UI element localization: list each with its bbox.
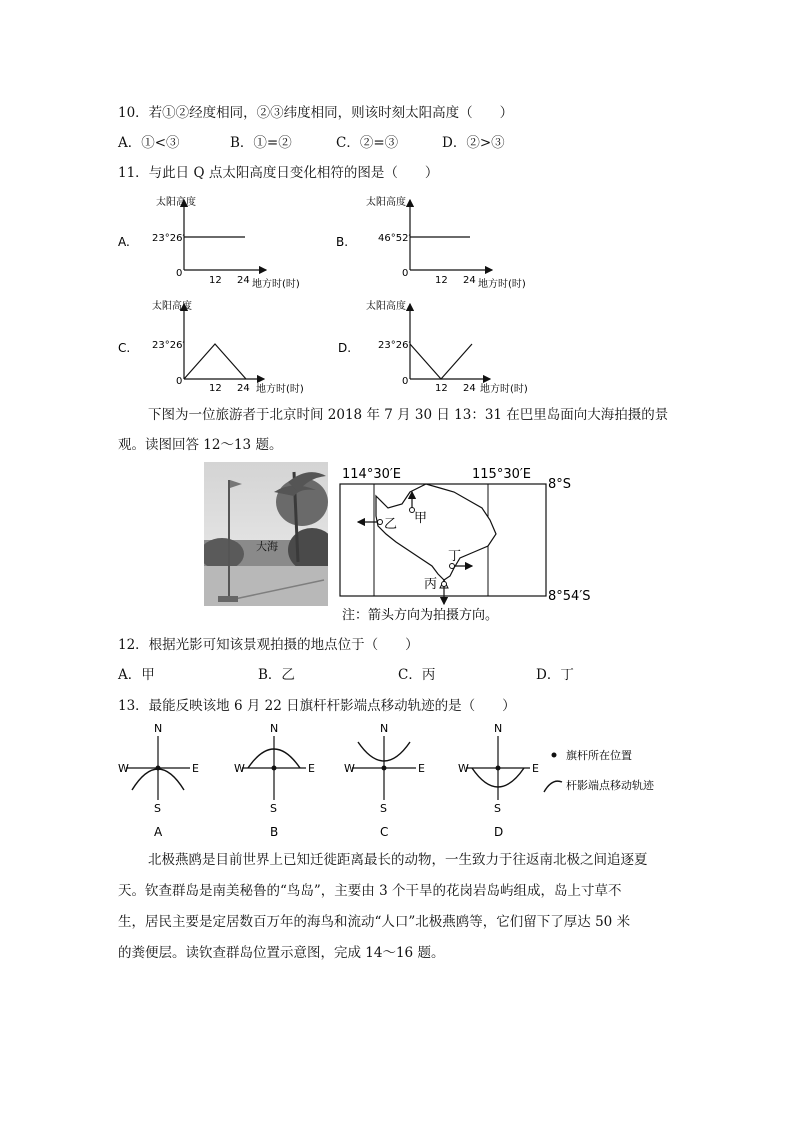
q11-d-zero: 0 bbox=[402, 376, 409, 387]
q12-option-a: A．甲 bbox=[118, 667, 155, 683]
q11-c-ylabel: 太阳高度 bbox=[152, 301, 192, 312]
q13-b-s: S bbox=[270, 802, 277, 815]
point-ding: 丁 bbox=[448, 549, 462, 564]
q11-c-xlabel: 地方时(时) bbox=[256, 384, 304, 395]
q10-option-b: B．①=② bbox=[230, 135, 292, 151]
q11-graph-b bbox=[336, 195, 526, 290]
q11-letter-d: D. bbox=[338, 341, 352, 355]
q13-letter-d: D bbox=[494, 825, 504, 839]
q11-b-value: 46°52′ bbox=[378, 233, 411, 244]
q11-b-ylabel: 太阳高度 bbox=[366, 197, 406, 208]
q12-option-c: C．丙 bbox=[398, 667, 436, 683]
q11-b-zero: 0 bbox=[402, 268, 409, 279]
q11-d-curve bbox=[410, 344, 472, 379]
q13-c-s: S bbox=[380, 802, 387, 815]
q10-option-d: D．②>③ bbox=[442, 135, 505, 151]
q10-option-c: C．②=③ bbox=[336, 135, 399, 151]
q11-d-tick24: 24 bbox=[463, 383, 476, 394]
q11-a-tick12: 12 bbox=[209, 275, 222, 286]
map-note: 注：箭头方向为拍摄方向。 bbox=[342, 608, 499, 623]
lon-label-1: 114°30′E bbox=[342, 467, 402, 482]
q13-diagram-b bbox=[234, 722, 315, 839]
q13-letter-a: A bbox=[154, 825, 163, 839]
point-jia: 甲 bbox=[414, 511, 428, 526]
lat-label-2: 8°54′S bbox=[548, 589, 591, 604]
q12-option-b: B．乙 bbox=[258, 667, 295, 683]
q12-option-d: D．丁 bbox=[536, 667, 574, 683]
q11-a-tick24: 24 bbox=[237, 275, 250, 286]
q13-a-n: N bbox=[154, 722, 163, 735]
q13-b-w: W bbox=[234, 762, 245, 775]
q13-d-e: E bbox=[532, 762, 539, 775]
legend-pole-label: 旗杆所在位置 bbox=[566, 749, 632, 762]
q11-d-tick12: 12 bbox=[435, 383, 448, 394]
q13-stem: 13．最能反映该地 6 月 22 日旗杆杆影端点移动轨迹的是（ ） bbox=[118, 698, 516, 714]
bali-island bbox=[376, 484, 496, 580]
q11-graph-c bbox=[118, 299, 304, 395]
point-bing: 丙 bbox=[424, 577, 438, 592]
q11-letter-c: C. bbox=[118, 341, 131, 355]
photo-label: 大海 bbox=[256, 540, 278, 553]
q13-a-e: E bbox=[192, 762, 199, 775]
legend-track-label: 杆影端点移动轨迹 bbox=[566, 779, 654, 792]
q13-d-n: N bbox=[494, 722, 503, 735]
q11-a-zero: 0 bbox=[176, 268, 183, 279]
intro-line-2: 观。读图回答 12～13 题。 bbox=[118, 437, 283, 453]
passage-line-1: 北极燕鸥是目前世界上已知迁徙距离最长的动物，一生致力于往返南北极之间追逐夏 bbox=[148, 852, 648, 868]
q13-d-w: W bbox=[458, 762, 469, 775]
q13-legend bbox=[544, 748, 655, 792]
q11-graph-d bbox=[338, 299, 528, 395]
q13-a-w: W bbox=[118, 762, 129, 775]
q11-b-xlabel: 地方时(时) bbox=[478, 279, 526, 290]
q11-letter-b: B. bbox=[336, 235, 349, 249]
passage-line-2: 天。钦查群岛是南美秘鲁的“鸟岛”，主要由 3 个干旱的花岗岩岛屿组成，岛上寸草不 bbox=[118, 883, 622, 899]
q11-d-value: 23°26′ bbox=[378, 340, 411, 351]
q11-a-xlabel: 地方时(时) bbox=[252, 279, 300, 290]
q10-option-a: A．①<③ bbox=[118, 135, 180, 151]
q13-letter-b: B bbox=[270, 825, 279, 839]
q13-diagram-a bbox=[118, 722, 199, 839]
q11-d-ylabel: 太阳高度 bbox=[366, 301, 406, 312]
q11-b-tick12: 12 bbox=[435, 275, 448, 286]
q11-d-xlabel: 地方时(时) bbox=[480, 384, 528, 395]
q13-c-w: W bbox=[344, 762, 355, 775]
passage-line-4: 的粪便层。读钦查群岛位置示意图，完成 14～16 题。 bbox=[118, 945, 445, 961]
q13-diagrams bbox=[0, 722, 794, 846]
q11-b-tick24: 24 bbox=[463, 275, 476, 286]
lon-label-2: 115°30′E bbox=[472, 467, 532, 482]
q11-c-curve bbox=[184, 344, 246, 379]
q13-diagram-c bbox=[344, 722, 425, 839]
q11-a-ylabel: 太阳高度 bbox=[156, 197, 196, 208]
q10-stem: 10．若①②经度相同，②③纬度相同，则该时刻太阳高度（ ） bbox=[118, 105, 514, 121]
bali-map bbox=[336, 462, 606, 626]
q11-letter-a: A. bbox=[118, 235, 130, 249]
q13-d-s: S bbox=[494, 802, 501, 815]
lat-label-1: 8°S bbox=[548, 477, 572, 492]
q13-c-n: N bbox=[380, 722, 389, 735]
q11-stem: 11．与此日 Q 点太阳高度日变化相符的图是（ ） bbox=[118, 165, 439, 181]
q13-b-e: E bbox=[308, 762, 315, 775]
q13-a-s: S bbox=[154, 802, 161, 815]
q11-c-tick12: 12 bbox=[209, 383, 222, 394]
intro-line-1: 下图为一位旅游者于北京时间 2018 年 7 月 30 日 13：31 在巴里岛面向大海拍摄的景 bbox=[148, 407, 669, 423]
q12-stem: 12．根据光影可知该景观拍摄的地点位于（ ） bbox=[118, 637, 419, 653]
q13-c-e: E bbox=[418, 762, 425, 775]
q11-c-tick24: 24 bbox=[237, 383, 250, 394]
bali-photo bbox=[204, 462, 328, 606]
q13-b-n: N bbox=[270, 722, 279, 735]
q11-c-value: 23°26′ bbox=[152, 340, 185, 351]
q13-letter-c: C bbox=[380, 825, 389, 839]
passage-line-3: 生，居民主要是定居数百万年的海鸟和流动“人口”北极燕鸥等，它们留下了厚达 50 米 bbox=[118, 914, 631, 930]
q11-c-zero: 0 bbox=[176, 376, 183, 387]
q11-a-value: 23°26′ bbox=[152, 233, 185, 244]
q13-diagram-d bbox=[458, 722, 539, 839]
q11-graphs bbox=[0, 0, 794, 400]
point-yi: 乙 bbox=[384, 517, 398, 532]
q11-graph-a bbox=[118, 195, 300, 290]
